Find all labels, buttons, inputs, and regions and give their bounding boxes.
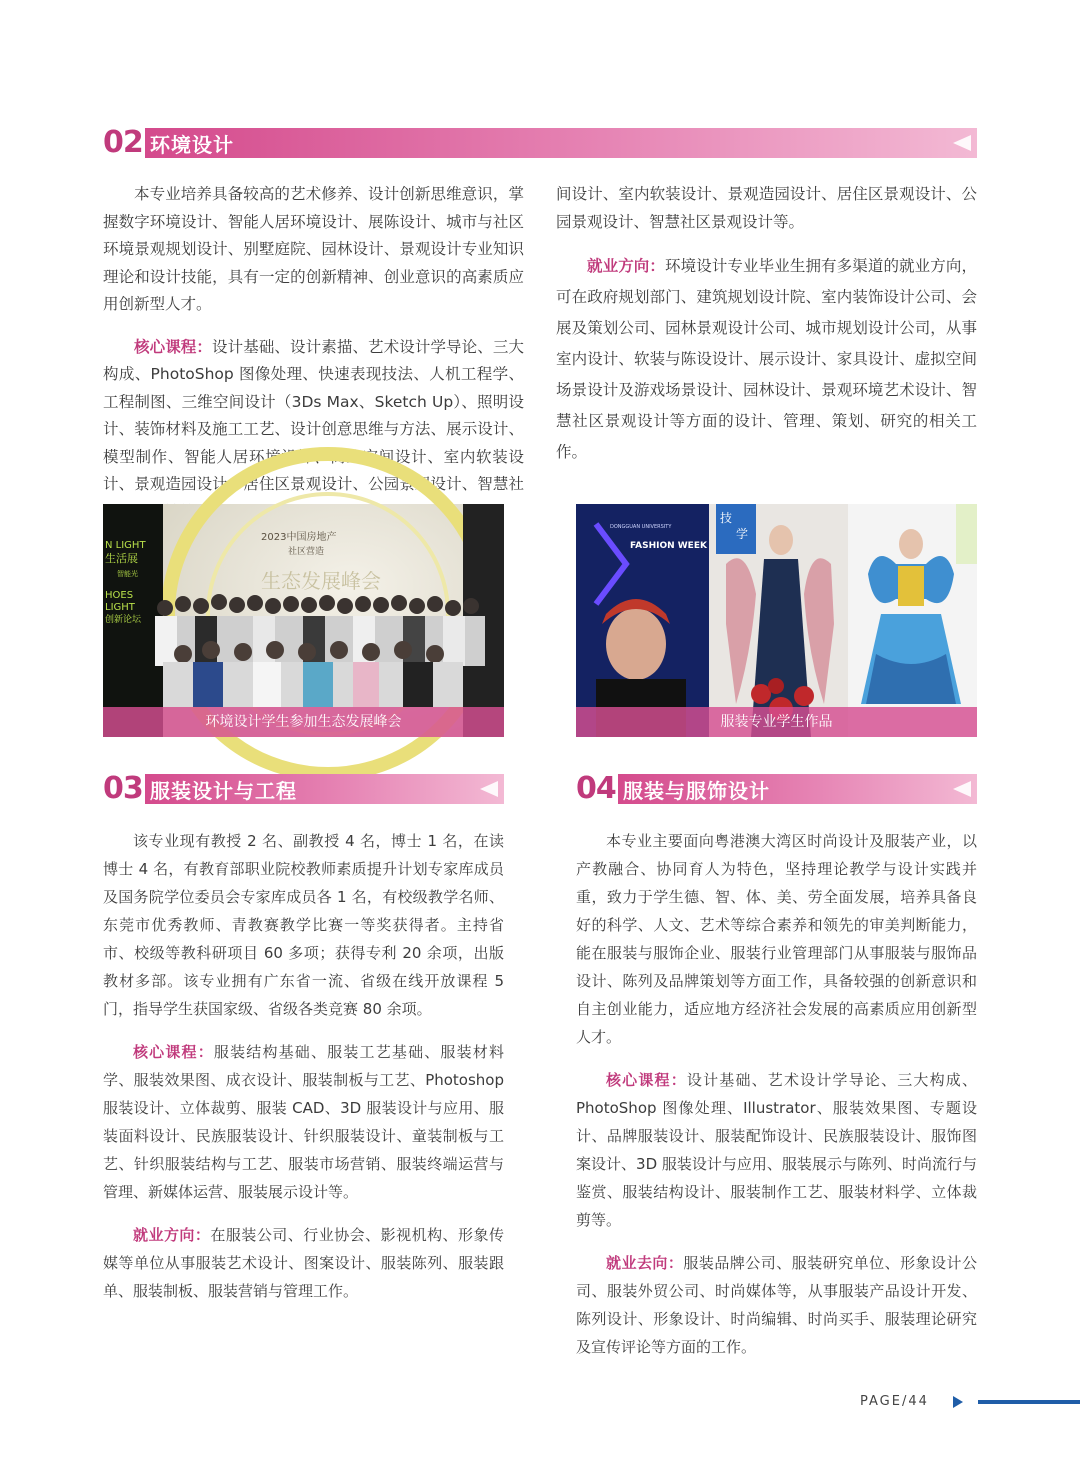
section-03-header xyxy=(103,771,504,806)
photo-eco-summit xyxy=(103,504,504,737)
triangle-left-icon xyxy=(480,781,498,797)
triangle-right-icon xyxy=(953,1396,963,1408)
section-03-courses-label: 核心课程： xyxy=(133,1043,214,1061)
section-04-career xyxy=(576,1249,977,1361)
triangle-left-icon xyxy=(953,135,971,151)
section-04-career-text: 服装品牌公司、服装研究单位、形象设计公司、服装外贸公司、时尚媒体等，从事服装产品设计开发、陈列设计、形象设计、时尚编辑、时尚买手、服装理论研究及宣传评论等方面的工作。 xyxy=(576,1254,977,1356)
photo-left-caption: 环境设计学生参加生态发展峰会 xyxy=(103,707,504,737)
section-03-title-bar xyxy=(145,774,504,804)
section-02-courses-continued: 间设计、室内软装设计、景观造园设计、居住区景观设计、公园景观设计、智慧社区景观设计等。 xyxy=(556,185,977,231)
section-04-body xyxy=(576,827,977,1367)
summit-photo-illustration xyxy=(103,504,504,737)
section-02-courses-text: 设计基础、设计素描、艺术设计学导论、三大构成、PhotoShop 图像处理、快速表现技法、人机工程学、工程制图、三维空间设计（3Ds Max、Sketch Up）、照明设计、装饰材料及施工工艺、设计创意思维与方法、展示设计、模型制作、智能人居环境设计、商业空间设计、室内软装设计、景观造园设计、居住区景观设计、公园景观设计、智慧社 xyxy=(103,337,524,493)
section-03-career-text: 在服装公司、行业协会、影视机构、形象传媒等单位从事服装艺术设计、图案设计、服装陈列、服装跟单、服装制板、服装营销与管理工作。 xyxy=(103,1226,504,1300)
sign-left-d: HOES xyxy=(105,590,134,601)
brand-text: FASHION WEEK xyxy=(630,541,707,551)
section-03-intro: 该专业现有教授 2 名、副教授 4 名，博士 1 名，在读博士 4 名，有教育部职业院校教师素质提升计划专家库成员及国务院学位委员会专家库成员各 1 名，有校级教学名师、东莞市优秀教师、青教赛教学比赛一等奖获得者。主持省市、校级等教科研项目 60 多项；获得专利 20 余项，出版教材多部。该专业拥有广东省一流、省级在线开放课程 5 门，指导学生获国家级、省级各类竞赛 80 余项。 xyxy=(103,832,504,1018)
section-03-courses-text: 服装结构基础、服装工艺基础、服装材料学、服装效果图、成衣设计、服装制板与工艺、Photoshop 服装设计、立体裁剪、服装 CAD、3D 服装设计与应用、服装面料设计、民族服装设计、针织服装设计、童装制板与工艺、针织服装结构与工艺、服装市场营销、服装终端运营与管理、新媒体运营、服装展示设计等。 xyxy=(103,1043,504,1201)
banner-text-a: 技 xyxy=(720,511,733,525)
section-03-career-label: 就业方向： xyxy=(133,1226,211,1244)
section-02-career xyxy=(556,251,977,468)
section-04-number: 04 xyxy=(576,771,616,806)
section-02-courses xyxy=(103,334,524,527)
section-03-body xyxy=(103,827,504,1367)
section-04-courses-label: 核心课程： xyxy=(606,1071,687,1089)
section-04-header xyxy=(576,771,977,806)
banner-text-b: 学 xyxy=(736,527,749,541)
triangle-left-icon xyxy=(953,781,971,797)
brand-small-text: DONGGUAN UNIVERSITY xyxy=(610,524,672,530)
sign-year: 2023中国房地产 xyxy=(261,532,337,543)
section-02-title: 环境设计 xyxy=(150,132,234,157)
section-03-number: 03 xyxy=(103,771,143,806)
sign-left-c: 智能光 xyxy=(117,570,138,578)
sign-left-e: LIGHT xyxy=(105,602,135,613)
section-04-career-label: 就业去向： xyxy=(606,1254,684,1272)
section-03-career xyxy=(103,1221,504,1305)
section-02-col-right xyxy=(556,181,977,473)
photo-fashion-works xyxy=(576,504,977,737)
sign-sub: 社区营造 xyxy=(288,547,325,557)
section-02-number: 02 xyxy=(103,125,143,160)
section-04-title: 服装与服饰设计 xyxy=(623,778,770,803)
section-02-header xyxy=(103,125,977,160)
sign-left-f: 创新论坛 xyxy=(105,615,142,625)
section-03-courses xyxy=(103,1038,504,1206)
photo-right-caption: 服装专业学生作品 xyxy=(576,707,977,737)
section-02-title-bar xyxy=(145,128,977,158)
section-02-col-left xyxy=(103,181,524,493)
sign-big: 生态发展峰会 xyxy=(261,569,381,593)
section-04-courses-text: 设计基础、艺术设计学导论、三大构成、PhotoShop 图像处理、Illustrator、服装效果图、专题设计、品牌服装设计、服装配饰设计、民族服装设计、服饰图案设计、3D 服装设计与应用、服装展示与陈列、时尚流行与鉴赏、服装结构设计、服装制作工艺、服装材料学、立体裁剪等。 xyxy=(576,1071,977,1229)
sign-left-a: N LIGHT xyxy=(105,540,146,551)
section-04-courses xyxy=(576,1066,977,1234)
footer-rule xyxy=(978,1400,1080,1404)
section-04-intro: 本专业主要面向粤港澳大湾区时尚设计及服装产业，以产教融合、协同育人为特色，坚持理论教学与设计实践并重，致力于学生德、智、体、美、劳全面发展，培养具备良好的科学、人文、艺术等综合素养和领先的审美判断能力，能在服装与服饰企业、服装行业管理部门从事服装与服饰品设计、陈列及品牌策划等方面工作，具备较强的创新意识和自主创业能力，适应地方经济社会发展的高素质应用创新型人才。 xyxy=(576,832,977,1046)
section-04-title-bar xyxy=(618,774,977,804)
fashion-photo-illustration xyxy=(576,504,977,737)
page-number: PAGE/44 xyxy=(860,1394,929,1409)
section-02-career-label: 就业方向： xyxy=(587,257,666,275)
section-02-career-text: 环境设计专业毕业生拥有多渠道的就业方向，可在政府规划部门、建筑规划设计院、室内装饰设计公司、会展及策划公司、园林景观设计公司、城市规划设计公司，从事室内设计、软装与陈设设计、展示设计、家具设计、虚拟空间场景设计及游戏场景设计、园林设计、景观环境艺术设计、智慧社区景观设计等方面的设计、管理、策划、研究的相关工作。 xyxy=(556,257,977,461)
sign-left-b: 生活展 xyxy=(105,552,138,565)
section-02-intro: 本专业培养具备较高的艺术修养、设计创新思维意识，掌握数字环境设计、智能人居环境设计、展陈设计、城市与社区环境景观规划设计、别墅庭院、园林设计、景观设计专业知识理论和设计技能，具有一定的创新精神、创业意识的高素质应用创新型人才。 xyxy=(103,185,524,313)
section-03-title: 服装设计与工程 xyxy=(150,778,297,803)
section-02-courses-label: 核心课程： xyxy=(134,337,213,356)
